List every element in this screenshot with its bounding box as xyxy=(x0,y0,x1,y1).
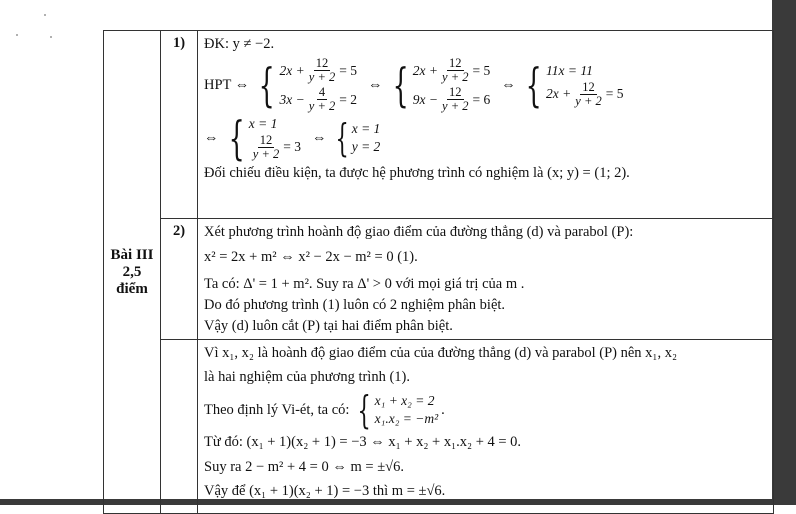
scan-speck xyxy=(50,36,52,38)
part3-line: Suy ra 2 − m² + 4 = 0 ⇔ m = ±√6. xyxy=(204,459,404,475)
eq-term: = 6 xyxy=(472,91,491,107)
eq-term: = 2 xyxy=(339,91,358,107)
part2-index: 2) xyxy=(161,219,198,340)
part3-index xyxy=(161,340,198,514)
system-1 xyxy=(252,57,357,113)
iff-symbol: ⇔ xyxy=(501,76,516,93)
part3-line: là hai nghiệm của phương trình (1). xyxy=(204,369,410,385)
left-brace-icon: { xyxy=(334,116,349,160)
part2-line: Ta có: Δ' = 1 + m². Suy ra Δ' > 0 với mọi giá trị của m . xyxy=(204,276,525,292)
eq-term: 2x + xyxy=(546,86,572,101)
eq-term: 11x = 11 xyxy=(546,62,593,78)
part3-row xyxy=(104,340,774,514)
section-unit: điểm xyxy=(116,280,148,297)
part2-line: Xét phương trình hoành độ giao điểm của đường thẳng (d) và parabol (P): xyxy=(204,224,634,240)
eq-term: y = 2 xyxy=(351,139,381,154)
part3-line: Từ đó: (x₁ + 1)(x₂ + 1) = −3 ⇔ x₁ + x₂ + x₁.x₂ + 4 = 0. xyxy=(204,434,522,450)
eq-term: 2x + xyxy=(412,62,439,78)
part3-content xyxy=(198,340,774,514)
eq-term: . xyxy=(441,401,445,418)
eq-term: = 5 xyxy=(605,86,624,101)
left-brace-icon: { xyxy=(357,388,372,432)
part1-condition: ĐK: y ≠ −2. xyxy=(204,36,275,52)
part1-content xyxy=(198,31,774,219)
part1-conclusion: Đối chiếu điều kiện, ta được hệ phương trình có nghiệm là (x; y) = (1; 2). xyxy=(204,165,630,181)
system-2 xyxy=(386,57,491,113)
eq-term: 9x − xyxy=(412,91,439,107)
system-3 xyxy=(519,58,624,112)
part2-line: Do đó phương trình (1) luôn có 2 nghiệm phân biệt. xyxy=(204,297,506,313)
iff-symbol: ⇔ xyxy=(204,129,219,146)
eq-term: = 5 xyxy=(339,62,358,78)
iff-symbol: ⇔ xyxy=(312,129,327,146)
solution-table xyxy=(103,30,774,514)
part2-row xyxy=(104,219,774,340)
part3-line: Vậy để (x₁ + 1)(x₂ + 1) = −3 thì m = ±√6. xyxy=(204,483,446,499)
eq-term: = 5 xyxy=(472,62,491,78)
part1-index: 1) xyxy=(161,31,198,219)
scan-speck xyxy=(44,14,46,16)
fraction: $\frac{12}{y + 2}$ xyxy=(442,85,469,113)
eq-term: x = 1 xyxy=(248,115,278,131)
system-4 xyxy=(222,111,302,165)
iff-symbol: ⇔ xyxy=(368,76,383,93)
left-brace-icon: { xyxy=(258,58,275,112)
eq-term: 2x + xyxy=(279,62,305,78)
section-cell xyxy=(104,31,161,514)
viet-label: Theo định lý Vi-ét, ta có: xyxy=(204,401,350,418)
fraction: $\frac{12}{y + 2}$ xyxy=(442,56,469,84)
fraction: $\frac{12}{y + 2}$ xyxy=(575,79,602,108)
scan-speck xyxy=(16,34,18,36)
section-title: Bài III xyxy=(110,246,154,263)
section-points: 2,5 xyxy=(122,263,142,280)
eq-term: 3x − xyxy=(279,91,305,107)
fraction: $\frac{12}{y + 2}$ xyxy=(308,56,336,84)
page-edge-right xyxy=(772,0,796,505)
viet-system xyxy=(352,388,439,432)
eq-term: x = 1 xyxy=(351,121,381,136)
part2-line: x² = 2x + m² ⇔ x² − 2x − m² = 0 (1). xyxy=(204,249,418,265)
fraction: $\frac{4}{y + 2}$ xyxy=(308,85,336,113)
part2-line: Vậy (d) luôn cắt (P) tại hai điểm phân biệt. xyxy=(204,318,453,334)
system-5 xyxy=(330,116,381,160)
fraction: $\frac{12}{y + 2}$ xyxy=(252,132,280,161)
left-brace-icon: { xyxy=(392,58,409,112)
part1-system-chain-2 xyxy=(204,111,767,165)
part2-content xyxy=(198,219,774,340)
left-brace-icon: { xyxy=(525,58,542,112)
left-brace-icon: { xyxy=(228,111,245,165)
part1-row xyxy=(104,31,774,219)
eq-term: = 3 xyxy=(283,139,302,154)
hpt-label: HPT ⇔ xyxy=(204,76,250,93)
part3-line: Vì x₁, x₂ là hoành độ giao điểm của của đường thẳng (d) và parabol (P) nên x₁, x₂ xyxy=(204,345,678,361)
part3-viet xyxy=(204,388,767,432)
part1-system-chain xyxy=(204,57,767,113)
eq-term: x₁.x₂ = −m² xyxy=(374,411,439,426)
eq-term: x₁ + x₂ = 2 xyxy=(374,393,435,408)
